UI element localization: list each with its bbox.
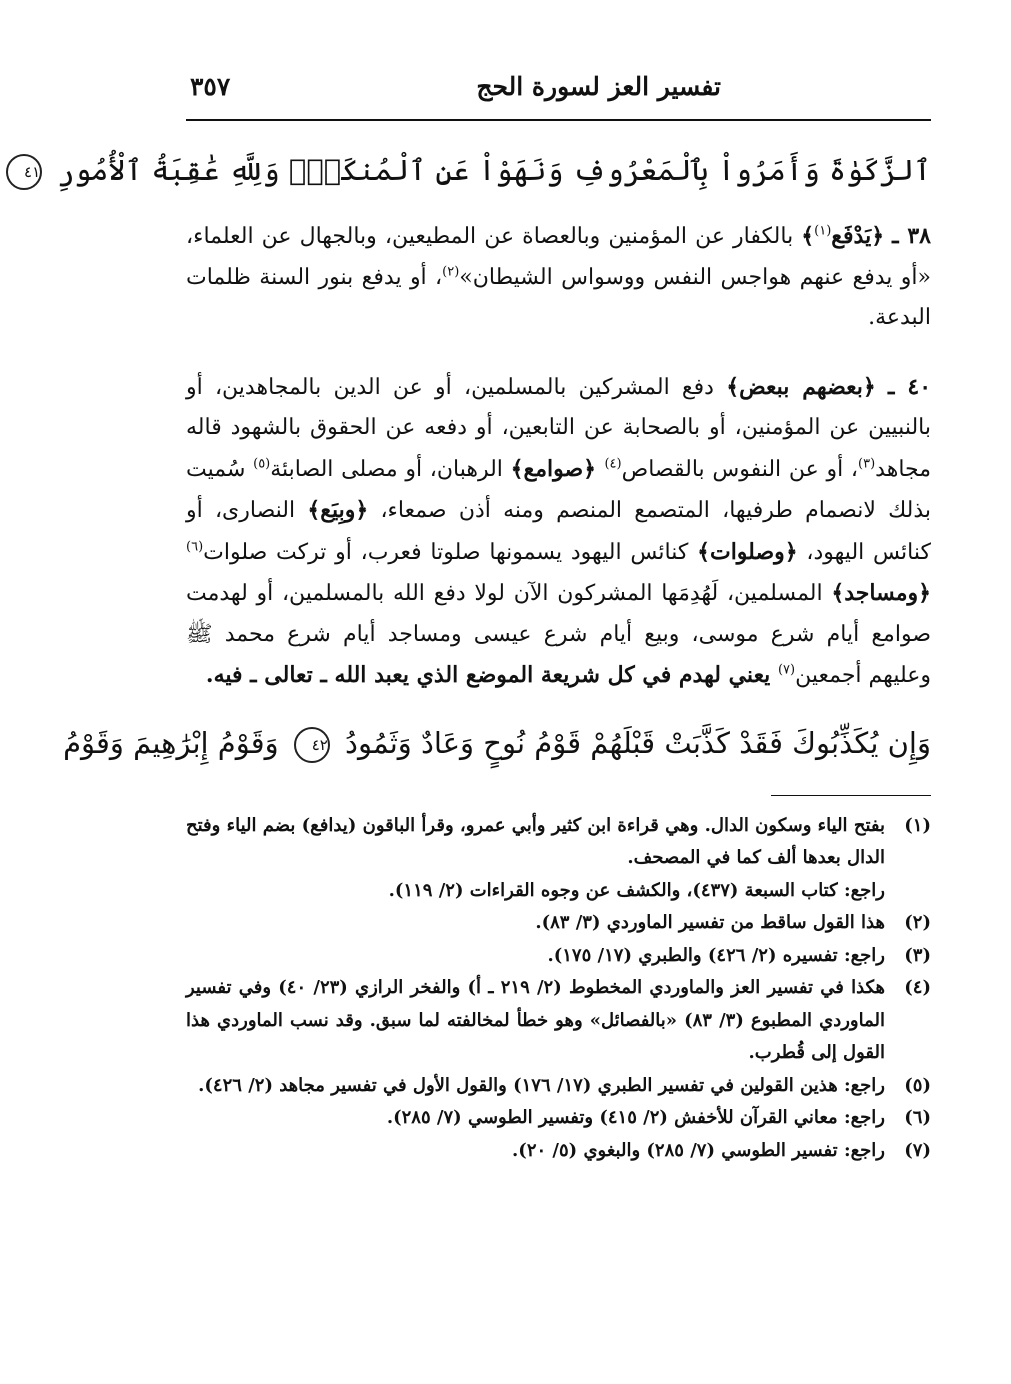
footnote bbox=[186, 1102, 931, 1135]
commentary-text: كنائس اليهود يسمونها صلوتا فعرب، أو تركت صلوات bbox=[203, 539, 698, 565]
footnote-ref: (٦) bbox=[186, 539, 204, 555]
page-number: ٣٥٧ bbox=[190, 72, 231, 101]
quran-verse-top bbox=[24, 146, 931, 194]
commentary-text: ، أو عن النفوس بالقصاص bbox=[621, 456, 859, 482]
lemma: ﴿ومساجد﴾ bbox=[831, 580, 931, 606]
ayah-number-marker: ٤٢ bbox=[294, 727, 330, 763]
page-header bbox=[186, 64, 931, 120]
footnote-continuation: راجع: كتاب السبعة (٤٣٧)، والكشف عن وجوه القراءات (٢/ ١١٩). bbox=[388, 879, 885, 901]
lemma: ﴿يَدْفَع bbox=[831, 223, 885, 249]
lemma: ﴿وبِيَع﴾ bbox=[307, 497, 369, 523]
footnote-number: (٣) bbox=[904, 944, 931, 966]
commentary-text: النصارى، أو كنائس اليهود، bbox=[186, 498, 931, 565]
footnote-number: (٤) bbox=[904, 977, 931, 998]
running-title: تفسير العز لسورة الحج bbox=[476, 72, 721, 101]
footnote bbox=[186, 972, 931, 1070]
commentary-text: المسلمين، لَهُدِمَها المشركون الآن لولا دفع الله بالمسلمين، أو لهدمت صوامع أيام شرع موسى، وبيع أيام شرع عيسى ومساجد أيام شرع محمد ﷺ وعليهم أجمعين bbox=[186, 581, 931, 688]
commentary-text: بالكفار عن المؤمنين وبالعصاة عن المطيعين، وبالجهال عن العلماء، «أو يدفع عنهم هواجس النفس ووسواس الشيطان» bbox=[186, 224, 931, 290]
footnote-ref: (١) bbox=[814, 223, 832, 239]
commentary-paragraph-40 bbox=[186, 367, 931, 697]
verse-number: ٤٠ ـ bbox=[888, 373, 932, 400]
quran-verse-bottom bbox=[63, 719, 931, 767]
header-rule bbox=[186, 119, 931, 121]
footnotes bbox=[186, 810, 931, 1168]
footnote-text: هذا القول ساقط من تفسير الماوردي (٣/ ٨٣). bbox=[535, 912, 885, 933]
footnote-text: هكذا في تفسير العز والماوردي المخطوط (٢/ ٢١٩ ـ أ) والفخر الرازي (٢٣/ ٤٠) وفي تفسير الماوردي المطبوع (٣/ ٨٣) «بالفصائل» وهو خطأ لمخالفته لما سبق. وقد نسب الماوردي هذا القول إلى قُطرب. bbox=[186, 977, 885, 1063]
footnote-ref: (٣) bbox=[858, 456, 876, 472]
footnote-number: (٧) bbox=[904, 1139, 931, 1161]
footnote bbox=[186, 1135, 931, 1168]
footnote-number: (٢) bbox=[904, 912, 931, 933]
commentary-text: ، أو يدفع بنور السنة ظلمات البدعة. bbox=[186, 264, 931, 330]
verse-number: ٣٨ ـ bbox=[892, 223, 931, 249]
ayah-number-marker: ٤١ bbox=[6, 154, 42, 190]
book-page bbox=[24, 64, 932, 1167]
footnote-text: بفتح الياء وسكون الدال. وهي قراءة ابن كثير وأبي عمرو، وقرأ الباقون (يدافع) بضم الياء وفتح الدال بعدها ألف كما في المصحف. bbox=[186, 814, 885, 868]
footnote bbox=[186, 907, 931, 940]
commentary-text: سُميت بذلك لانصمام طرفيها، المتصمع المنصم ومنه أذن صمعاء، bbox=[186, 456, 931, 523]
lemma: ﴿وصلوات﴾ bbox=[697, 538, 798, 565]
lemma: ﴿بعضهم ببعض﴾ bbox=[726, 373, 876, 400]
footnote-number: (٥) bbox=[904, 1074, 931, 1096]
footnote-ref: (٢) bbox=[442, 264, 460, 280]
footnote-text: راجع: تفسيره (٢/ ٤٢٦) والطبري (١٧/ ١٧٥). bbox=[547, 944, 885, 966]
footnote-ref: (٧) bbox=[777, 662, 796, 678]
commentary-paragraph-38 bbox=[186, 216, 931, 339]
commentary-text: دفع المشركين بالمسلمين، أو عن الدين بالمجاهدين، أو بالنبيين عن المؤمنين، أو بالصحابة عن التابعين، أو دفعه عن الحقوق بالشهود قاله مجاهد bbox=[186, 374, 932, 482]
footnote-text: راجع: هذين القولين في تفسير الطبري (١٧/ ١٧٦) والقول الأول في تفسير مجاهد (٢/ ٤٢٦). bbox=[198, 1074, 885, 1096]
footnote-separator bbox=[771, 795, 931, 796]
lemma-close: ﴾ bbox=[801, 223, 815, 249]
footnote-ref: (٥) bbox=[253, 456, 271, 472]
lemma: ﴿صوامع﴾ bbox=[510, 455, 605, 482]
footnote bbox=[186, 810, 931, 875]
footnote-text: راجع: تفسير الطوسي (٧/ ٢٨٥) والبغوي (٥/ ٢٠). bbox=[512, 1139, 885, 1161]
commentary-text: الرهبان، أو مصلى الصابئة bbox=[270, 456, 511, 482]
commentary-text: يعني لهدم في كل شريعة الموضع الذي يعبد الله ـ تعالى ـ فيه. bbox=[205, 662, 778, 688]
footnote-text: راجع: معاني القرآن للأخفش (٢/ ٤١٥) وتفسير الطوسي (٧/ ٢٨٥). bbox=[386, 1107, 885, 1128]
footnote-number: (٦) bbox=[904, 1107, 931, 1128]
footnote bbox=[186, 940, 931, 973]
verse-text: وَقَوْمُ إِبْرَٰهِيمَ وَقَوْمُ bbox=[63, 725, 279, 760]
verse-text: ٱلزَّكَوٰةَ وَأَمَرُواْ بِٱلْمَعْرُوفِ وَنَهَوْاْ عَنِ ٱلْمُنكَرِۗ وَلِلَّهِ عَٰقِبَةُ ٱلْأُمُورِ bbox=[57, 153, 931, 187]
verse-text: وَإِن يُكَذِّبُوكَ فَقَدْ كَذَّبَتْ قَبْلَهُمْ قَوْمُ نُوحٍ وَعَادٌ وَثَمُودُ bbox=[345, 725, 931, 760]
footnote-ref: (٤) bbox=[604, 456, 622, 472]
footnote bbox=[186, 1070, 931, 1103]
footnote-number: (١) bbox=[904, 814, 931, 836]
